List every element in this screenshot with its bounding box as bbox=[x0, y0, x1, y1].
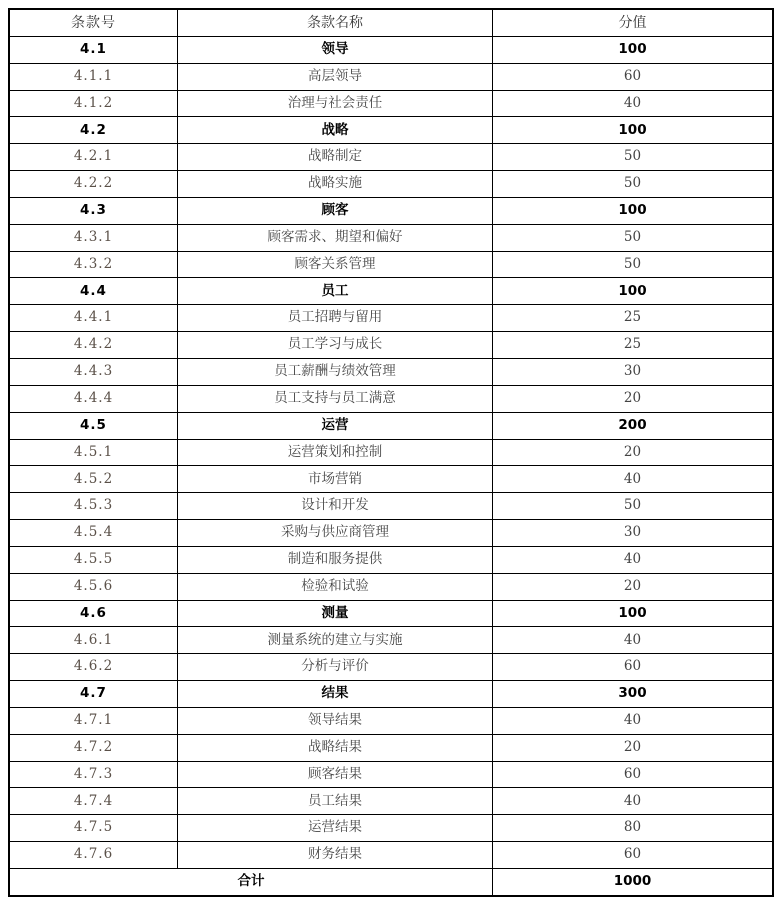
score: 100 bbox=[493, 197, 774, 224]
section-row bbox=[9, 36, 773, 63]
table-row bbox=[9, 654, 773, 681]
score: 20 bbox=[493, 385, 774, 412]
section-row bbox=[9, 197, 773, 224]
section-row bbox=[9, 117, 773, 144]
clause-name: 结果 bbox=[178, 681, 493, 708]
clause-name: 财务结果 bbox=[178, 842, 493, 869]
clause-id: 4.5.3 bbox=[9, 493, 178, 520]
clause-name: 高层领导 bbox=[178, 63, 493, 90]
score: 30 bbox=[493, 358, 774, 385]
clause-name: 员工支持与员工满意 bbox=[178, 385, 493, 412]
clause-id: 4.5 bbox=[9, 412, 178, 439]
clause-name: 治理与社会责任 bbox=[178, 90, 493, 117]
clause-id: 4.7.1 bbox=[9, 707, 178, 734]
table-row bbox=[9, 358, 773, 385]
score: 20 bbox=[493, 573, 774, 600]
clause-id: 4.5.1 bbox=[9, 439, 178, 466]
clause-id: 4.4.3 bbox=[9, 358, 178, 385]
clause-id: 4.7 bbox=[9, 681, 178, 708]
clause-name: 顾客需求、期望和偏好 bbox=[178, 224, 493, 251]
score: 50 bbox=[493, 493, 774, 520]
table-row bbox=[9, 627, 773, 654]
clause-name: 检验和试验 bbox=[178, 573, 493, 600]
clause-name: 领导 bbox=[178, 36, 493, 63]
table-row bbox=[9, 546, 773, 573]
clause-name: 战略 bbox=[178, 117, 493, 144]
table-row bbox=[9, 251, 773, 278]
score: 80 bbox=[493, 815, 774, 842]
clause-id: 4.4.4 bbox=[9, 385, 178, 412]
score: 200 bbox=[493, 412, 774, 439]
table-row bbox=[9, 815, 773, 842]
score: 60 bbox=[493, 654, 774, 681]
clause-name: 员工薪酬与绩效管理 bbox=[178, 358, 493, 385]
table-row bbox=[9, 439, 773, 466]
score: 50 bbox=[493, 144, 774, 171]
table-row bbox=[9, 224, 773, 251]
table-row bbox=[9, 385, 773, 412]
clause-name: 制造和服务提供 bbox=[178, 546, 493, 573]
clause-name: 员工 bbox=[178, 278, 493, 305]
score: 25 bbox=[493, 305, 774, 332]
clause-name: 战略制定 bbox=[178, 144, 493, 171]
table-row bbox=[9, 466, 773, 493]
score: 20 bbox=[493, 439, 774, 466]
table-row bbox=[9, 63, 773, 90]
table-row bbox=[9, 842, 773, 869]
clause-id: 4.3.2 bbox=[9, 251, 178, 278]
clause-name: 领导结果 bbox=[178, 707, 493, 734]
clause-id: 4.2.1 bbox=[9, 144, 178, 171]
clause-id: 4.7.5 bbox=[9, 815, 178, 842]
score: 20 bbox=[493, 734, 774, 761]
header-row bbox=[9, 9, 773, 36]
score: 50 bbox=[493, 251, 774, 278]
score: 40 bbox=[493, 788, 774, 815]
clause-name: 运营结果 bbox=[178, 815, 493, 842]
clause-name: 员工招聘与留用 bbox=[178, 305, 493, 332]
score: 40 bbox=[493, 466, 774, 493]
clause-id: 4.2 bbox=[9, 117, 178, 144]
clause-id: 4.6.2 bbox=[9, 654, 178, 681]
clause-name: 员工结果 bbox=[178, 788, 493, 815]
clause-id: 4.5.2 bbox=[9, 466, 178, 493]
header-clause-name: 条款名称 bbox=[178, 9, 493, 36]
score: 40 bbox=[493, 707, 774, 734]
clause-id: 4.4.2 bbox=[9, 332, 178, 359]
clause-name: 员工学习与成长 bbox=[178, 332, 493, 359]
table-row bbox=[9, 734, 773, 761]
header-clause-id: 条款号 bbox=[9, 9, 178, 36]
clause-id: 4.6 bbox=[9, 600, 178, 627]
score: 300 bbox=[493, 681, 774, 708]
clause-name: 设计和开发 bbox=[178, 493, 493, 520]
clause-id: 4.2.2 bbox=[9, 171, 178, 198]
table-row bbox=[9, 520, 773, 547]
table-row bbox=[9, 90, 773, 117]
score: 100 bbox=[493, 36, 774, 63]
table-row bbox=[9, 305, 773, 332]
clause-name: 战略结果 bbox=[178, 734, 493, 761]
clause-name: 战略实施 bbox=[178, 171, 493, 198]
score: 30 bbox=[493, 520, 774, 547]
table-row bbox=[9, 144, 773, 171]
score: 100 bbox=[493, 278, 774, 305]
clause-id: 4.3 bbox=[9, 197, 178, 224]
clause-id: 4.4.1 bbox=[9, 305, 178, 332]
score: 25 bbox=[493, 332, 774, 359]
score: 60 bbox=[493, 761, 774, 788]
clause-id: 4.6.1 bbox=[9, 627, 178, 654]
table-row bbox=[9, 788, 773, 815]
total-row bbox=[9, 869, 773, 896]
clause-name: 顾客 bbox=[178, 197, 493, 224]
section-row bbox=[9, 278, 773, 305]
clause-name: 顾客结果 bbox=[178, 761, 493, 788]
score-table bbox=[8, 8, 774, 897]
clause-id: 4.7.6 bbox=[9, 842, 178, 869]
clause-id: 4.7.3 bbox=[9, 761, 178, 788]
table-row bbox=[9, 332, 773, 359]
clause-name: 分析与评价 bbox=[178, 654, 493, 681]
score: 50 bbox=[493, 171, 774, 198]
header-score: 分值 bbox=[493, 9, 774, 36]
score: 40 bbox=[493, 90, 774, 117]
clause-name: 顾客关系管理 bbox=[178, 251, 493, 278]
score: 60 bbox=[493, 63, 774, 90]
score: 60 bbox=[493, 842, 774, 869]
section-row bbox=[9, 681, 773, 708]
score: 100 bbox=[493, 117, 774, 144]
section-row bbox=[9, 600, 773, 627]
score: 50 bbox=[493, 224, 774, 251]
table-row bbox=[9, 171, 773, 198]
total-label: 合计 bbox=[9, 869, 493, 896]
score: 40 bbox=[493, 627, 774, 654]
clause-name: 测量 bbox=[178, 600, 493, 627]
clause-id: 4.7.4 bbox=[9, 788, 178, 815]
table-row bbox=[9, 707, 773, 734]
clause-id: 4.1 bbox=[9, 36, 178, 63]
clause-id: 4.5.6 bbox=[9, 573, 178, 600]
clause-id: 4.3.1 bbox=[9, 224, 178, 251]
table-row bbox=[9, 761, 773, 788]
table-row bbox=[9, 573, 773, 600]
clause-id: 4.1.2 bbox=[9, 90, 178, 117]
clause-name: 运营策划和控制 bbox=[178, 439, 493, 466]
score: 40 bbox=[493, 546, 774, 573]
clause-name: 市场营销 bbox=[178, 466, 493, 493]
clause-id: 4.5.4 bbox=[9, 520, 178, 547]
section-row bbox=[9, 412, 773, 439]
clause-name: 测量系统的建立与实施 bbox=[178, 627, 493, 654]
score: 100 bbox=[493, 600, 774, 627]
clause-name: 采购与供应商管理 bbox=[178, 520, 493, 547]
total-score: 1000 bbox=[493, 869, 774, 896]
clause-id: 4.5.5 bbox=[9, 546, 178, 573]
clause-id: 4.4 bbox=[9, 278, 178, 305]
clause-id: 4.1.1 bbox=[9, 63, 178, 90]
clause-id: 4.7.2 bbox=[9, 734, 178, 761]
clause-name: 运营 bbox=[178, 412, 493, 439]
table-row bbox=[9, 493, 773, 520]
